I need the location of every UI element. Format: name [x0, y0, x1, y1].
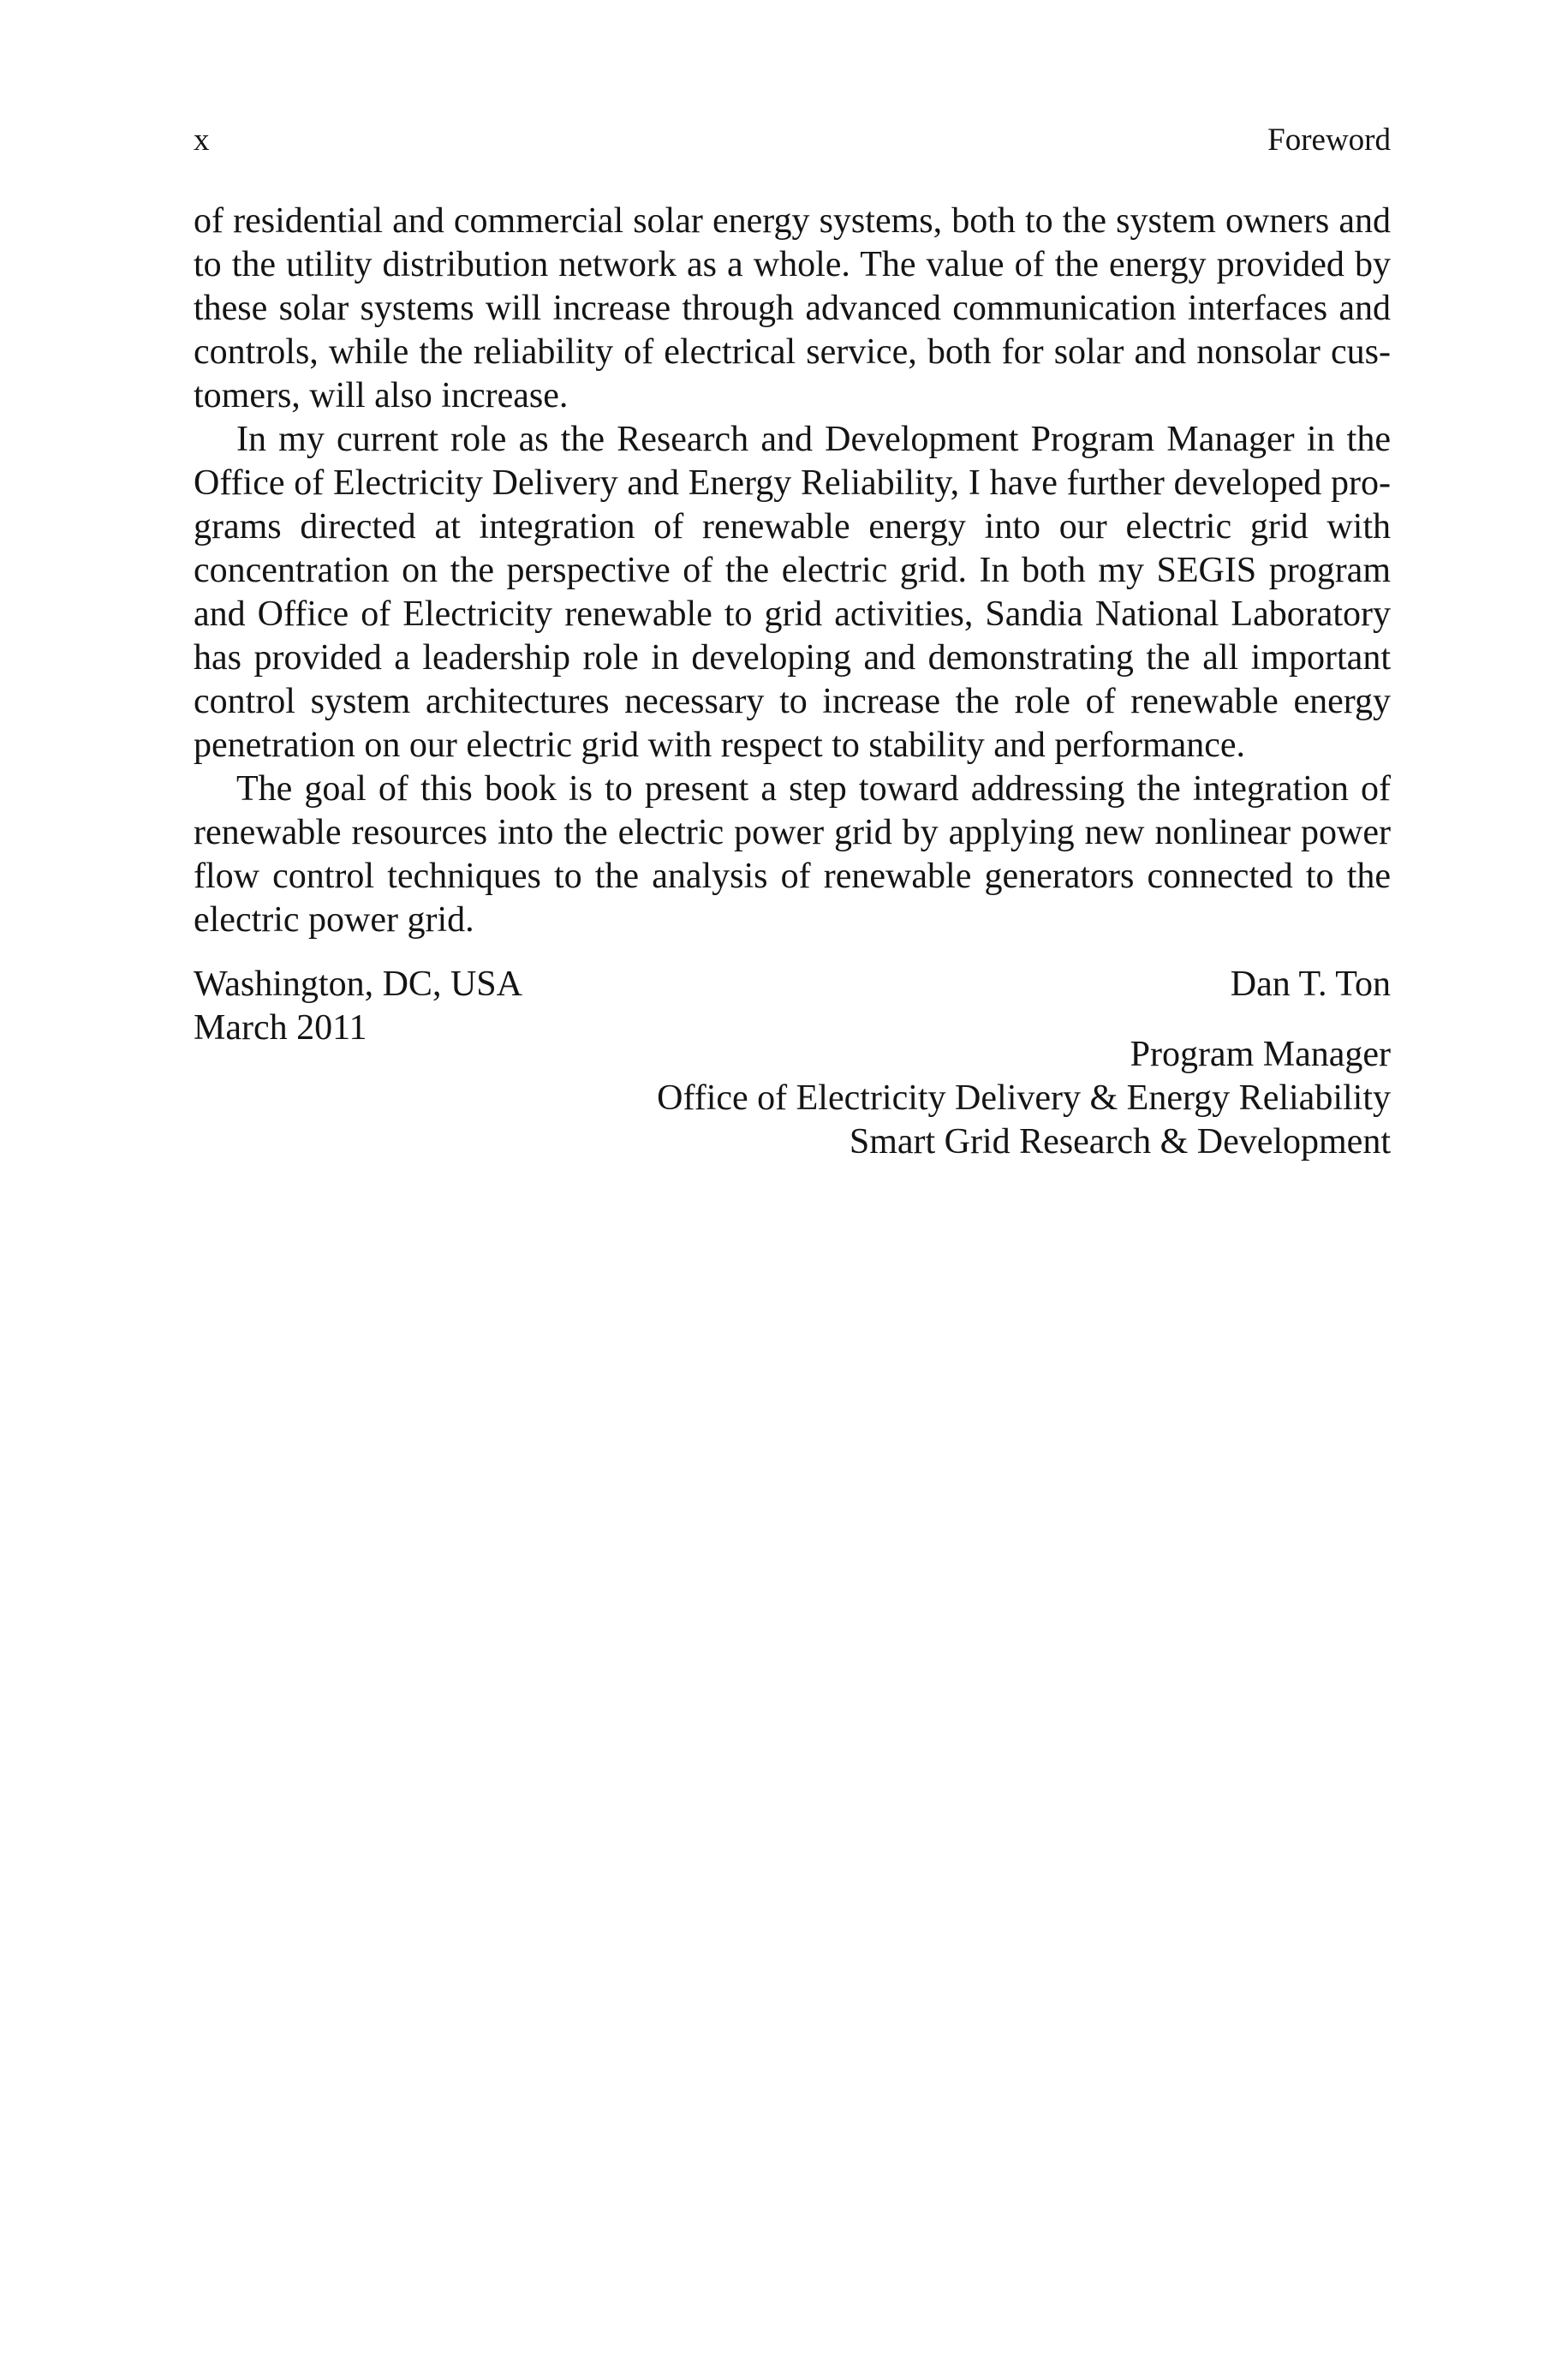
signature-place: Washington, DC, USA — [194, 965, 522, 1004]
signature-date: March 2011 — [194, 1008, 367, 1048]
section-title: Foreword — [1267, 122, 1391, 158]
signatory-office: Office of Electricity Delivery & Energy Reliability — [657, 1078, 1391, 1118]
page-number: x — [194, 122, 210, 158]
signatory-affiliation — [657, 1033, 1391, 1164]
place-and-date — [194, 963, 522, 1050]
running-head — [194, 120, 1391, 161]
signatory-name: Dan T. Ton — [1230, 965, 1391, 1004]
paragraph-current-role: In my current role as the Research and Development Program Manager in the Office of Electricity Delivery and Energy Reliability, I have further developed programs directed at integration of renewable energy into our electric grid with concentration on the perspective of the electric grid. In both my SEGIS program and Office of Electricity renewable to grid activities, Sandia National Laboratory has provided a leadership role in developing and demonstrating the all important control system architectures necessary to increase the role of renewable energy penetration on our electric grid with respect to stability and performance. — [194, 420, 1391, 765]
signatory-title: Program Manager — [1130, 1035, 1391, 1074]
foreword-body — [194, 200, 1391, 942]
signatory — [1231, 963, 1391, 1006]
book-page — [194, 0, 1391, 2377]
paragraph-continued: of residential and commercial solar energy systems, both to the system owners and to the utility distribution network as a whole. The value of the energy provided by these solar systems will increase through advanced communication interfaces and controls, while the reliability of electrical service, both for solar and nonsolar customers, will also increase. — [194, 201, 1391, 415]
signatory-division: Smart Grid Research & Development — [849, 1122, 1391, 1162]
paragraph-book-goal: The goal of this book is to present a step toward addressing the integration of renewable resources into the electric power grid by applying new nonlinear power flow control techniques to the analysis of renewable generators connected to the electric power grid. — [194, 769, 1391, 940]
